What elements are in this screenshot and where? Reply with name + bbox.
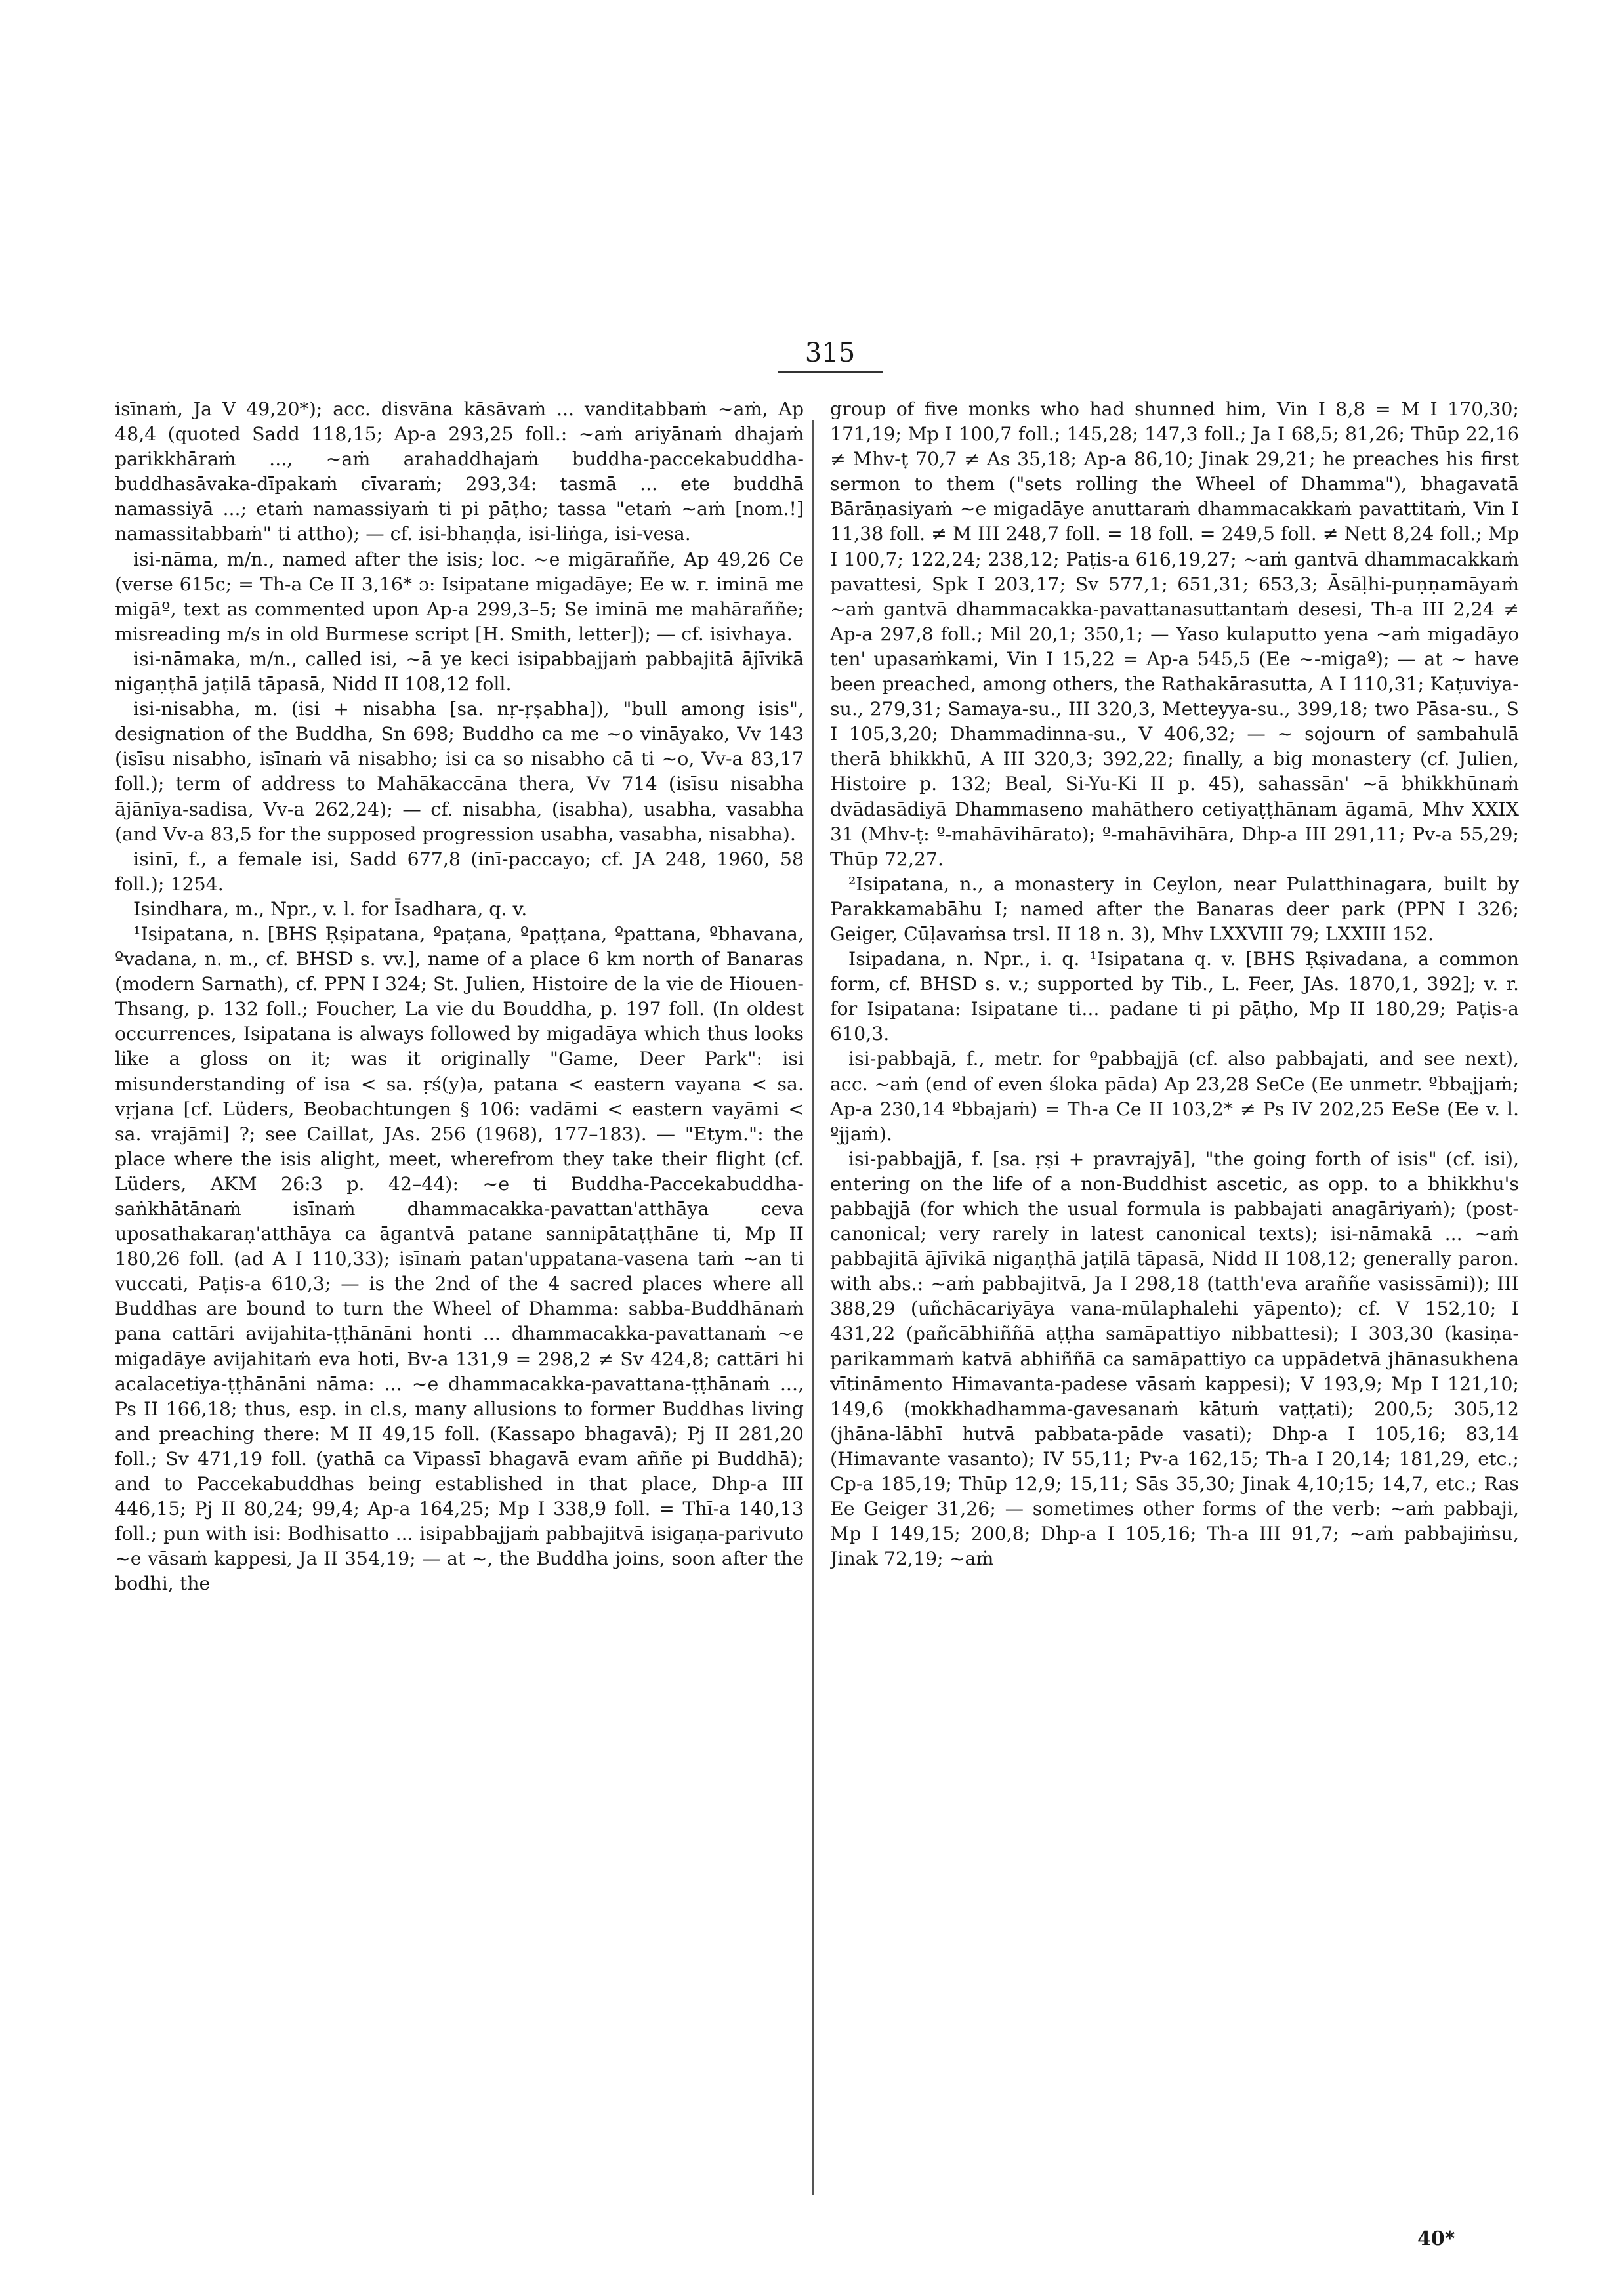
entry-isipatana-2: ²Isipatana, n., a monastery in Ceylon, near Pulatthinagara, built by Parakkamabāhu I; named after the Banaras deer park (PPN I 326; Geiger, Cūḷavaṁsa trsl. II 18 n. 3), Mhv LXXVIII 79; LXXIII 152. <box>830 873 1519 945</box>
entry-isipadana: Isipadana, n. Npr., i. q. ¹Isipatana q. v. [BHS Ṛṣivadana, a common form, cf. BHSD s. v.; supported by Tib., L. Feer, JAs. 1870,1, 392]; v. r. for Isipatana: Isipatane ti... padane ti pi pāṭho, Mp II 180,29; Paṭis-a 610,3. <box>830 948 1519 1045</box>
left-column <box>115 397 804 2241</box>
entry-isi-pabbajja: isi-pabbajjā, f. [sa. ṛṣi + pravrajyā], "the going forth of isis" (cf. isi), entering on the life of a non-Buddhist ascetic, as opp. to a bhikkhu's pabbajjā (for which the usual formula is pabbajati anagāriyaṁ); (post-canonical; very rarely in latest canonical texts); isi-nāmakā ... ~aṁ pabbajitā ājīvikā nigaṇṭhā jaṭilā tāpasā, Nidd II 108,12; generally paron. with abs.: ~aṁ pabbajitvā, Ja I 298,18 (tatth'eva araññe vasissāmi)); III 388,29 (uñchācariyāya vana-mūlaphalehi yāpento); cf. V 152,10; I 431,22 (pañcābhiññā aṭṭha samāpattiyo nibbattesi); I 303,30 (kasiṇa-parikammaṁ katvā abhiññā ca samāpattiyo ca uppādetvā jhānasukhena vītināmento Himavanta-padese vāsaṁ kappesi); V 193,9; Mp I 121,10; 149,6 (mokkhadhamma-gavesanaṁ kātuṁ vaṭṭati); 200,5; 305,12 (jhāna-lābhī hutvā pabbata-pāde vasati); Dhp-a I 105,16; 83,14 (Himavante vasanto); IV 55,11; Pv-a 162,15; Th-a I 20,14; 181,29, etc.; Cp-a 185,19; Thūp 12,9; 15,11; Sās 35,30; Jinak 4,10;15; 14,7, etc.; Ras Ee Geiger 31,26; — sometimes other forms of the verb: ~aṁ pabbaji, Mp I 149,15; 200,8; Dhp-a I 105,16; Th-a III 91,7; ~aṁ pabbajiṁsu, Jinak 72,19; ~aṁ <box>830 1148 1519 1570</box>
header-rule <box>778 371 883 373</box>
entry-isi-namaka: isi-nāmaka, m/n., called isi, ~ā ye keci isipabbajjaṁ pabbajitā ājīvikā nigaṇṭhā jaṭilā tāpasā, Nidd II 108,12 foll. <box>115 648 804 695</box>
entry-paragraph: group of five monks who had shunned him, Vin I 8,8 = M I 170,30; 171,19; Mp I 100,7 foll.; 145,28; 147,3 foll.; Ja I 68,5; 81,26; Thūp 22,16 ≠ Mhv-ṭ 70,7 ≠ As 35,18; Ap-a 86,10; Jinak 29,21; he preaches his first sermon to them ("sets rolling the Wheel of Dhamma"), bhagavatā Bārāṇasiyaṁ ~e migadāye anuttaraṁ dhammacakkaṁ pavattitaṁ, Vin I 11,38 foll. ≠ M III 248,7 foll. = 18 foll. = 249,5 foll. ≠ Nett 8,24 foll.; Mp I 100,7; 122,24; 238,12; Paṭis-a 616,19,27; ~aṁ gantvā dhammacakkaṁ pavattesi, Spk I 203,17; Sv 577,1; 651,31; 653,3; Āsāḷhi-puṇṇamāyaṁ ~aṁ gantvā dhammacakka-pavattanasuttantaṁ desesi, Th-a III 2,24 ≠ Ap-a 297,8 foll.; Mil 20,1; 350,1; — Yaso kulaputto yena ~aṁ migadāyo ten' upasaṁkami, Vin I 15,22 = Ap-a 545,5 (Ee ~-migaº); — at ~ have been preached, among others, the Rathakārasutta, A I 110,31; Kaṭuviya-su., 279,31; Samaya-su., III 320,3, Metteyya-su., 399,18; two Pāsa-su., S I 105,3,20; Dhammadinna-su., V 406,32; — ~ sojourn of sambahulā therā bhikkhū, A III 320,3; 392,22; finally, a big monastery (cf. Julien, Histoire p. 132; Beal, Si-Yu-Ki II p. 45), sahassān' ~ā bhikkhūnaṁ dvādasādiyā Dhammaseno mahāthero cetiyaṭṭhānam āgamā, Mhv XXIX 31 (Mhv-ṭ: º-mahāvihārato); º-mahāvihāra, Dhp-a III 291,11; Pv-a 55,29; Thūp 72,27. <box>830 398 1519 870</box>
signature-mark: 40* <box>1417 2227 1455 2250</box>
entry-isini: isinī, f., a female isi, Sadd 677,8 (inī-paccayo; cf. JA 248, 1960, 58 foll.); 1254. <box>115 848 804 895</box>
entry-isi-nisabha: isi-nisabha, m. (isi + nisabha [sa. nṛ-ṛṣabha]), "bull among isis", designation of the Buddha, Sn 698; Buddho ca me ~o vināyako, Vv 143 (isīsu nisabho, isīnaṁ vā nisabho; isi ca so nisabho cā ti ~o, Vv-a 83,17 foll.); term of address to Mahākaccāna thera, Vv 714 (isīsu nisabha ājānīya-sadisa, Vv-a 262,24); — cf. nisabha, (isabha), usabha, vasabha (and Vv-a 83,5 for the supposed progression usabha, vasabha, nisabha). <box>115 698 804 845</box>
entry-isi-pabbaja: isi-pabbajā, f., metr. for ºpabbajjā (cf. also pabbajati, and see next), acc. ~aṁ (end of even śloka pāda) Ap 23,28 SeCe (Ee unmetr. ºbbajjaṁ; Ap-a 230,14 ºbbajaṁ) = Th-a Ce II 103,2* ≠ Ps IV 202,25 EeSe (Ee v. l. ºjjaṁ). <box>830 1048 1519 1145</box>
entry-paragraph: isīnaṁ, Ja V 49,20*); acc. disvāna kāsāvaṁ ... vanditabbaṁ ~aṁ, Ap 48,4 (quoted Sadd 118,15; Ap-a 293,25 foll.: ~aṁ ariyānaṁ dhajaṁ parikkhāraṁ ..., ~aṁ arahaddhajaṁ buddha-paccekabuddha-buddhasāvaka-dīpakaṁ cīvaraṁ; 293,34: tasmā ... ete buddhā namassiyā ...; etaṁ namassiyaṁ ti pi pāṭho; tassa "etaṁ ~aṁ [nom.!] namassitabbaṁ" ti attho); — cf. isi-bhaṇḍa, isi-liṅga, isi-vesa. <box>115 398 804 545</box>
entry-isipatana-1: ¹Isipatana, n. [BHS Ṛṣipatana, ºpaṭana, ºpaṭṭana, ºpattana, ºbhavana, ºvadana, n. m., cf. BHSD s. vv.], name of a place 6 km north of Banaras (modern Sarnath), cf. PPN I 324; St. Julien, Histoire de la vie de Hiouen-Thsang, p. 132 foll.; Foucher, La vie du Bouddha, p. 197 foll. (In oldest occurrences, Isipatana is always followed by migadāya which thus looks like a gloss on it; was it originally "Game, Deer Park": isi misunderstanding of isa < sa. ṛś(y)a, patana < eastern vayana < sa. vṛjana [cf. Lüders, Beobachtungen § 106: vadāmi < eastern vayāmi < sa. vrajāmi] ?; see Caillat, JAs. 256 (1968), 177–183). — "Etym.": the place where the isis alight, meet, wherefrom they take their flight (cf. Lüders, AKM 26:3 p. 42–44): ~e ti Buddha-Paccekabuddha-saṅkhātānaṁ isīnaṁ dhammacakka-pavattan'atthāya ceva uposathakaraṇ'atthāya ca āgantvā patane sannipātaṭṭhāne ti, Mp II 180,26 foll. (ad A I 110,33); isīnaṁ patan'uppatana-vasena taṁ ~an ti vuccati, Paṭis-a 610,3; — is the 2nd of the 4 sacred places where all Buddhas are bound to turn the Wheel of Dhamma: sabba-Buddhānaṁ pana cattāri avijahita-ṭṭhānāni honti ... dhammacakka-pavattanaṁ ~e migadāye avijahitaṁ eva hoti, Bv-a 131,9 = 298,2 ≠ Sv 424,8; cattāri hi acalacetiya-ṭṭhānāni nāma: ... ~e dhammacakka-pavattana-ṭṭhānaṁ ..., Ps II 166,18; thus, esp. in cl.s, many allusions to former Buddhas living and preaching there: M II 49,15 foll. (Kassapo bhagavā); Pj II 281,20 foll.; Sv 471,19 foll. (yathā ca Vipassī bhagavā evam aññe pi Buddhā); and to Paccekabuddhas being established in that place, Dhp-a III 446,15; Pj II 80,24; 99,4; Ap-a 164,25; Mp I 338,9 foll. = Thī-a 140,13 foll.; pun with isi: Bodhisatto ... isipabbajjaṁ pabbajitvā isigaṇa-parivuto ~e vāsaṁ kappesi, Ja II 354,19; — at ~, the Buddha joins, soon after the bodhi, the <box>115 922 804 1595</box>
right-column <box>830 397 1519 2241</box>
page-number: 315 <box>804 338 856 368</box>
entry-isindhara: Isindhara, m., Npr., v. l. for Īsadhara, q. v. <box>133 898 528 920</box>
column-divider <box>812 420 814 2195</box>
entry-isi-nama: isi-nāma, m/n., named after the isis; loc. ~e migāraññe, Ap 49,26 Ce (verse 615c; = Th-a Ce II 3,16* ɔ: Isipatane migadāye; Ee w. r. iminā me migāº, text as commented upon Ap-a 299,3–5; Se iminā me mahāraññe; misreading m/s in old Burmese script [H. Smith, letter]); — cf. isivhaya. <box>115 548 804 645</box>
